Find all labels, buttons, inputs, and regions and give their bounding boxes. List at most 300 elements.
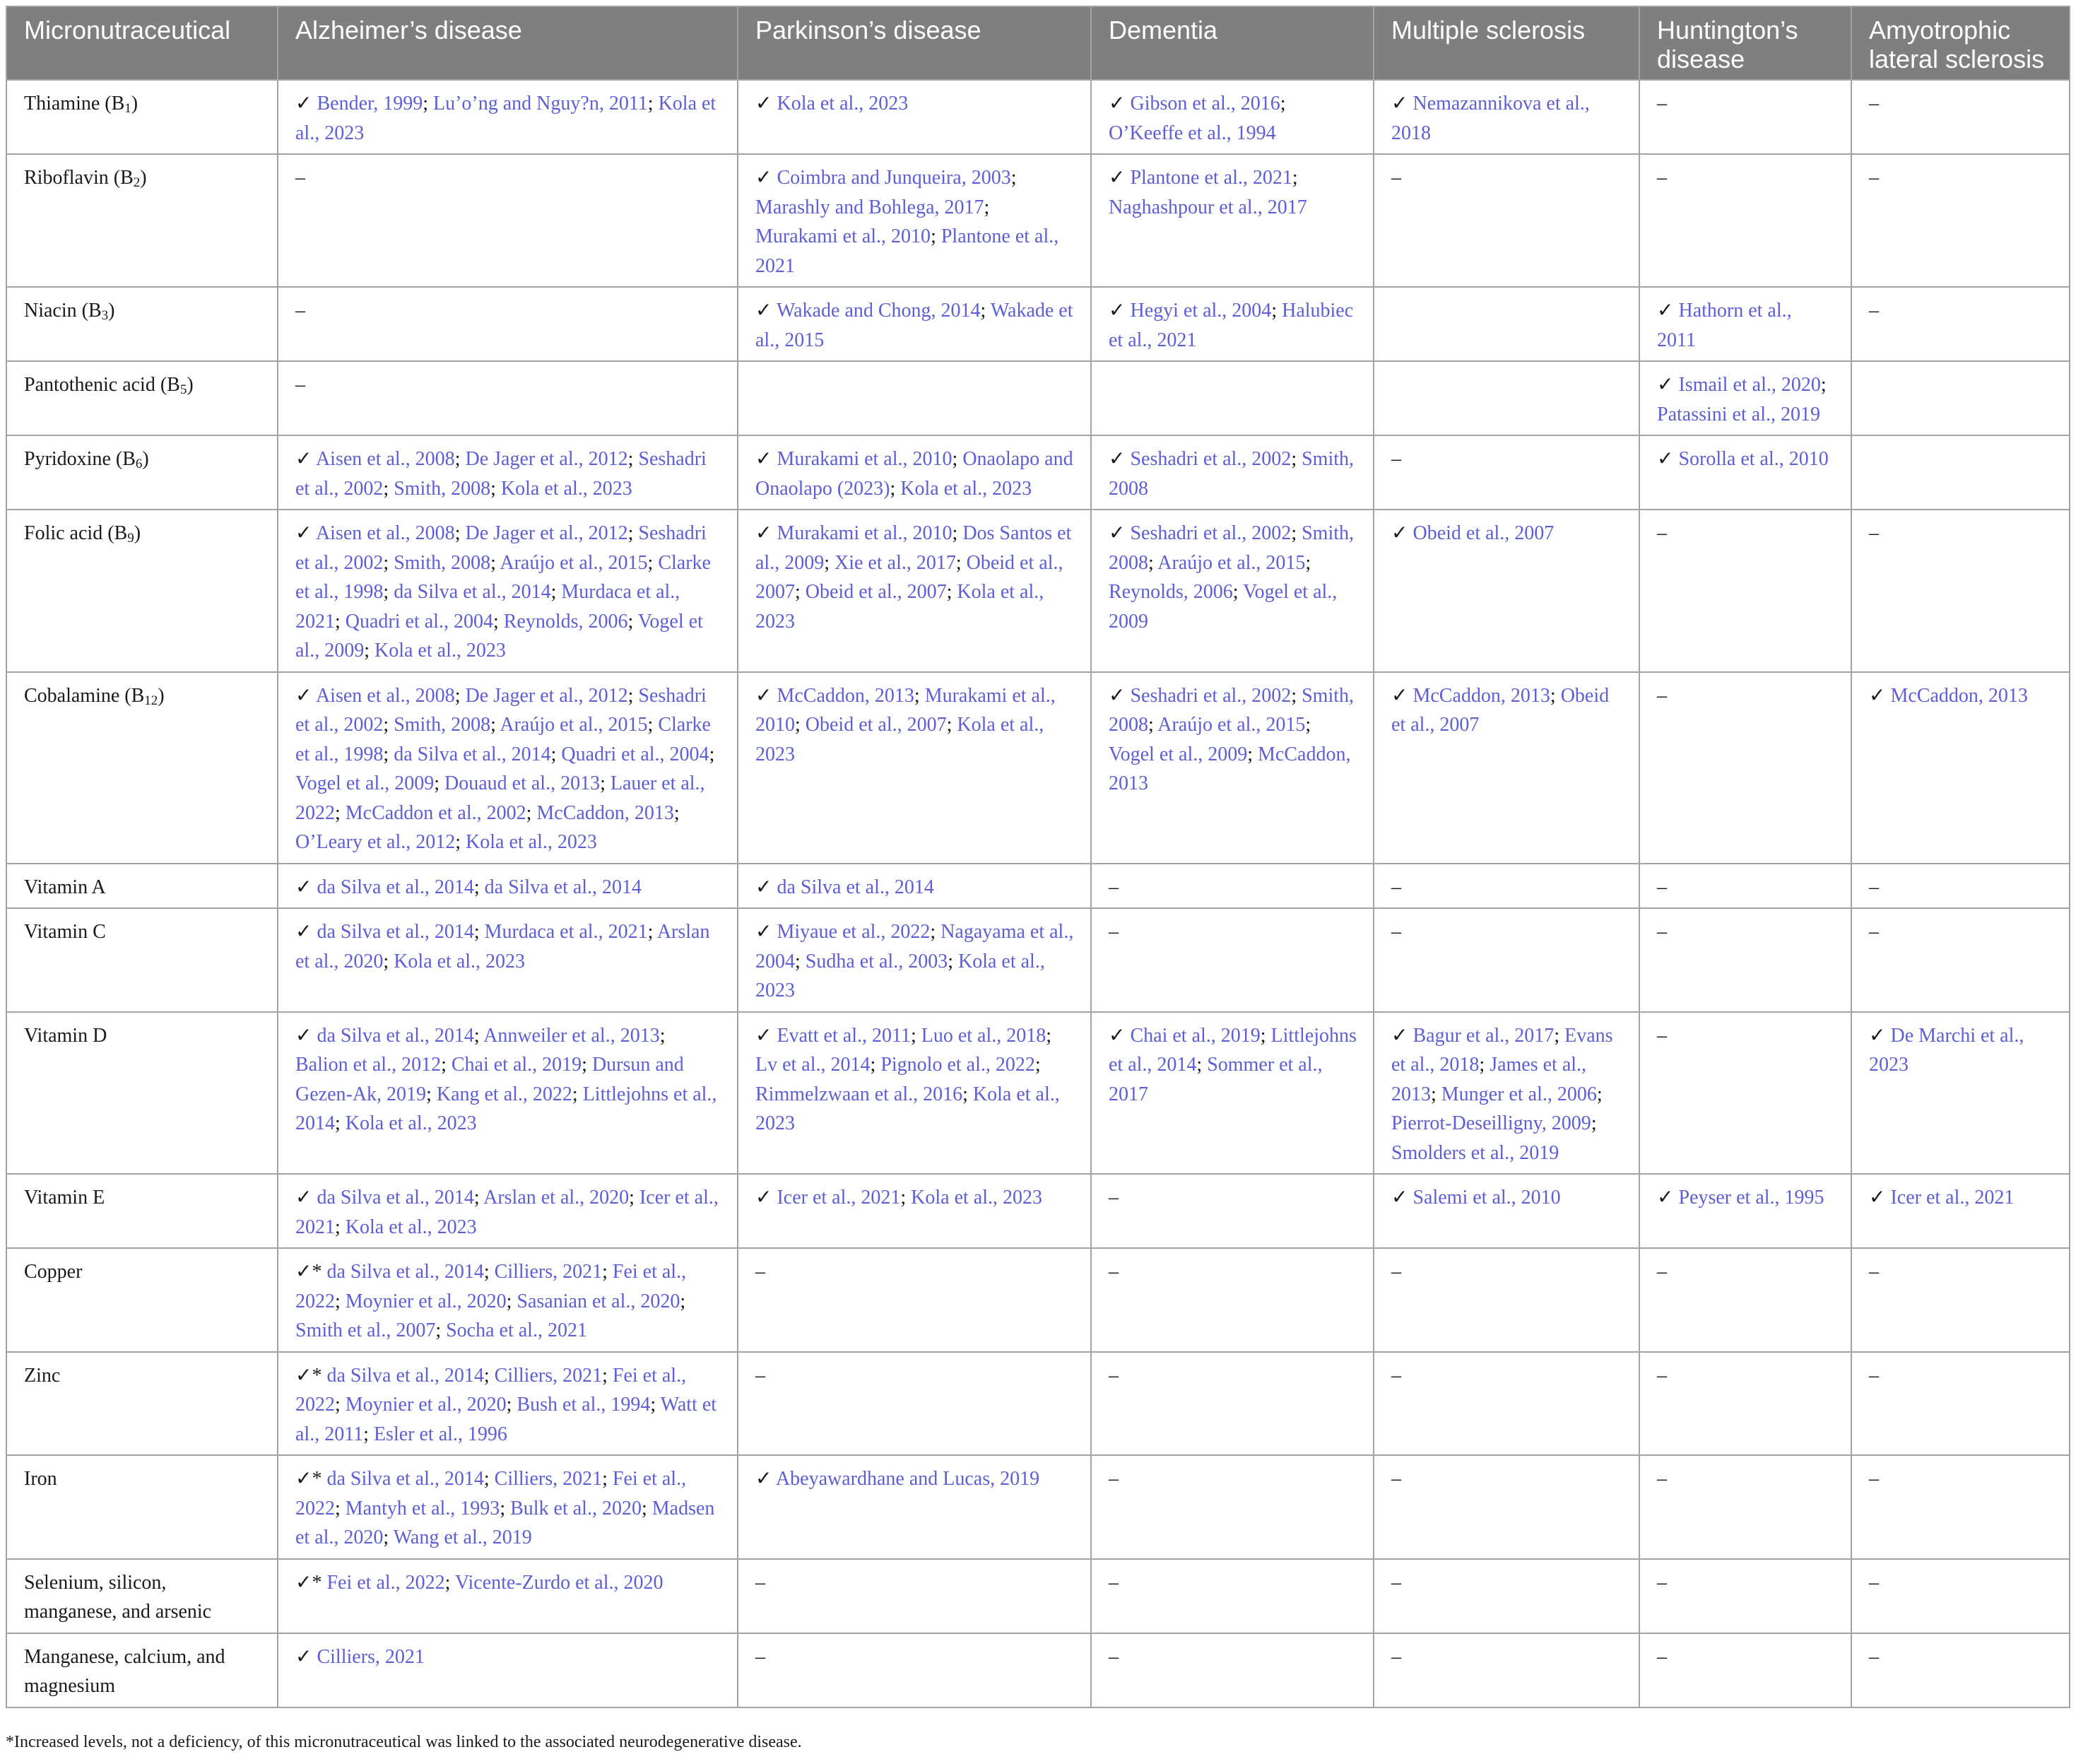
citation-link[interactable]: da Silva et al., 2014	[484, 876, 642, 898]
checkmark: ✓	[755, 300, 772, 322]
checkmark: ✓	[1391, 1187, 1408, 1209]
cell-text: –	[1391, 1645, 1401, 1668]
cell-text: –	[1109, 1364, 1119, 1387]
citation-link[interactable]: De Marchi et al., 2023	[1869, 1024, 2024, 1076]
citation-link[interactable]: Mantyh et al., 1993	[345, 1497, 500, 1519]
table-row	[6, 1633, 2070, 1707]
cell-text: –	[1869, 1364, 1879, 1387]
cell-text: –	[1391, 448, 1401, 470]
citation-link[interactable]: Smith et al., 2007	[295, 1319, 436, 1341]
citation-link[interactable]: Munger et al., 2006	[1441, 1083, 1597, 1105]
evidence-cell	[1851, 1352, 2070, 1456]
evidence-cell	[1374, 435, 1639, 510]
cell-text: –	[1109, 1645, 1119, 1668]
citation-link[interactable]: Kola et al., 2023	[345, 1216, 477, 1238]
citation-link[interactable]: Cilliers, 2021	[494, 1468, 603, 1490]
citation-link[interactable]: Nemazannikova et al., 2018	[1391, 93, 1590, 144]
name-text: Riboflavin (B	[24, 167, 134, 189]
citation-link[interactable]: Moynier et al., 2020	[345, 1290, 507, 1312]
table-row	[6, 510, 2070, 672]
citation-link[interactable]: Pignolo et al., 2022	[880, 1054, 1035, 1076]
evidence-cell	[1851, 672, 2070, 864]
checkmark: ✓	[295, 876, 312, 898]
citation-link[interactable]: da Silva et al., 2014	[326, 1364, 484, 1387]
cell-text: –	[755, 1571, 765, 1594]
evidence-cell	[1374, 154, 1639, 287]
citation-link[interactable]: Salemi et al., 2010	[1412, 1187, 1561, 1209]
evidence-cell: ✓* da Silva et al., 2014; Cilliers, 2021; Fei et al., 2022; Mantyh et al., 1993; Bulk et al., 2020; Madsen et al., 2020; Wang et al., 2019	[278, 1455, 738, 1559]
citation-link[interactable]: Naghashpour et al., 2017	[1109, 196, 1307, 218]
evidence-cell: ✓ Aisen et al., 2008; De Jager et al., 2012; Seshadri et al., 2002; Smith, 2008; Araújo et al., 2015; Clarke et al., 1998; da Silva et al., 2014; Quadri et al., 2004; Vogel et al., 2009; Douaud et al., 2013; Lauer et al., 2022; McCaddon et al., 2002; McCaddon, 2013; O’Leary et al., 2012; Kola et al., 2023	[278, 672, 738, 864]
checkmark: ✓	[1869, 1024, 1886, 1047]
checkmark: ✓	[295, 921, 312, 943]
cell-text: –	[1657, 1261, 1667, 1283]
citation-link[interactable]: Smolders et al., 2019	[1391, 1141, 1559, 1164]
evidence-cell	[278, 287, 738, 361]
cell-text: –	[1391, 1468, 1401, 1490]
cell-text: –	[1657, 876, 1667, 898]
citation-link[interactable]: Araújo et al., 2015	[500, 714, 648, 736]
citation-link[interactable]: Reynolds, 2006	[1109, 581, 1233, 603]
evidence-cell	[1639, 672, 1851, 864]
citation-link[interactable]: Quadri et al., 2004	[561, 743, 709, 765]
name-text: Cobalamine (B	[24, 684, 145, 707]
citation-link[interactable]: Gibson et al., 2016	[1130, 93, 1280, 114]
citation-link[interactable]: Icer et al., 2021	[295, 1187, 719, 1238]
citation-link[interactable]: Araújo et al., 2015	[500, 551, 648, 574]
citation-link[interactable]: Murakami et al., 2010	[755, 225, 931, 247]
evidence-cell: ✓* da Silva et al., 2014; Cilliers, 2021; Fei et al., 2022; Moynier et al., 2020; Sasanian et al., 2020; Smith et al., 2007; Socha et al., 2021	[278, 1248, 738, 1352]
citation-link[interactable]: Cilliers, 2021	[494, 1261, 603, 1283]
checkmark: ✓	[755, 684, 772, 707]
citation-link[interactable]: Marashly and Bohlega, 2017	[755, 196, 984, 218]
table-row	[6, 908, 2070, 1012]
checkmark: ✓	[1109, 167, 1126, 189]
citation-link[interactable]: Patassini et al., 2019	[1657, 403, 1820, 425]
footnote: *Increased levels, not a deficiency, of this micronutraceutical was linked to the associated neurodegenerative disease.	[6, 1733, 802, 1751]
checkmark: ✓	[1657, 1187, 1674, 1209]
cell-text: –	[1109, 1261, 1119, 1283]
citation-link[interactable]: Hegyi et al., 2004	[1130, 300, 1272, 322]
citation-link[interactable]: Clarke et al., 1998	[295, 714, 711, 765]
cell-text: –	[1391, 1364, 1401, 1387]
citation-link[interactable]: O’Leary et al., 2012	[295, 831, 456, 853]
citation-link[interactable]: Wakade et al., 2015	[755, 300, 1073, 351]
checkmark: ✓	[1109, 684, 1126, 707]
cell-text: –	[1869, 1468, 1879, 1490]
citation-link[interactable]: O’Keeffe et al., 1994	[1109, 122, 1276, 144]
name-subscript: 12	[144, 693, 158, 708]
evidence-cell	[1374, 287, 1639, 361]
citation-link[interactable]: Moynier et al., 2020	[345, 1394, 507, 1416]
citation-link[interactable]: Sudha et al., 2003	[805, 950, 948, 972]
citation-link[interactable]: Plantone et al., 2021	[1130, 167, 1292, 189]
citation-link[interactable]: McCaddon, 2013	[1109, 743, 1351, 794]
evidence-cell	[1639, 154, 1851, 287]
column-header: Huntington’s disease	[1639, 6, 1851, 80]
citation-link[interactable]: Dos Santos et al., 2009	[755, 522, 1072, 574]
citation-link[interactable]: McCaddon, 2013	[536, 801, 674, 824]
citation-link[interactable]: De Jager et al., 2012	[465, 684, 628, 707]
citation-link[interactable]: McCaddon, 2013	[777, 684, 914, 707]
citation-link[interactable]: Seshadri et al., 2002	[1130, 522, 1292, 544]
evidence-cell: ✓ da Silva et al., 2014; Arslan et al., 2020; Icer et al., 2021; Kola et al., 2023	[278, 1174, 738, 1248]
citation-link[interactable]: Clarke et al., 1998	[295, 551, 711, 603]
citation-link[interactable]: McCaddon, 2013	[1890, 684, 2028, 707]
name-text: Vitamin A	[24, 876, 106, 898]
citation-link[interactable]: da Silva et al., 2014	[317, 1024, 474, 1047]
citation-link[interactable]: Fei et al., 2022	[326, 1571, 445, 1594]
citation-link[interactable]: Smith, 2008	[1109, 684, 1355, 736]
name-subscript: 1	[124, 101, 131, 116]
citation-link[interactable]: Dursun and Gezen-Ak, 2019	[295, 1054, 684, 1105]
citation-link[interactable]: Pierrot-Deseilligny, 2009	[1391, 1112, 1591, 1134]
micronutraceutical-name	[6, 361, 278, 435]
citation-link[interactable]: Seshadri et al., 2002	[295, 522, 707, 574]
citation-link[interactable]: da Silva et al., 2014	[317, 921, 474, 943]
evidence-cell: ✓ Aisen et al., 2008; De Jager et al., 2012; Seshadri et al., 2002; Smith, 2008; Kola et al., 2023	[278, 435, 738, 510]
citation-link[interactable]: Smith, 2008	[394, 714, 491, 736]
citation-link[interactable]: Kola et al., 2023	[295, 93, 716, 144]
citation-link[interactable]: Araújo et al., 2015	[1157, 551, 1306, 574]
citation-link[interactable]: Evans et al., 2018	[1391, 1024, 1613, 1076]
evidence-cell	[1374, 1455, 1639, 1559]
citation-link[interactable]: Murdaca et al., 2021	[484, 921, 648, 943]
micronutraceutical-name	[6, 1559, 278, 1633]
citation-link[interactable]: Wakade and Chong, 2014	[776, 300, 981, 322]
micronutraceutical-name	[6, 80, 278, 154]
citation-link[interactable]: Murakami et al., 2010	[777, 522, 953, 544]
citation-link[interactable]: Obeid et al., 2007	[805, 581, 947, 603]
citation-link[interactable]: Vogel et al., 2009	[1109, 743, 1248, 765]
citation-link[interactable]: Quadri et al., 2004	[345, 610, 493, 633]
citation-link[interactable]: Madsen et al., 2020	[295, 1497, 715, 1548]
evidence-cell: ✓ Aisen et al., 2008; De Jager et al., 2012; Seshadri et al., 2002; Smith, 2008; Araújo et al., 2015; Clarke et al., 1998; da Silva et al., 2014; Murdaca et al., 2021; Quadri et al., 2004; Reynolds, 2006; Vogel et al., 2009; Kola et al., 2023	[278, 510, 738, 672]
citation-link[interactable]: Arslan et al., 2020	[483, 1187, 630, 1209]
citation-link[interactable]: Smith, 2008	[394, 551, 491, 574]
evidence-cell	[1639, 908, 1851, 1012]
cell-text: –	[1869, 921, 1879, 943]
evidence-cell	[738, 1455, 1091, 1559]
citation-link[interactable]: Lv et al., 2014	[755, 1054, 871, 1076]
citation-link[interactable]: da Silva et al., 2014	[394, 581, 551, 603]
citation-link[interactable]: Luo et al., 2018	[921, 1024, 1046, 1047]
micronutraceutical-name	[6, 864, 278, 909]
citation-link[interactable]: Seshadri et al., 2002	[295, 684, 707, 736]
evidence-cell	[1639, 1559, 1851, 1633]
evidence-cell: ✓ Ismail et al., 2020; Patassini et al., 2019	[1639, 361, 1851, 435]
evidence-cell: ✓ da Silva et al., 2014; Murdaca et al., 2021; Arslan et al., 2020; Kola et al., 2023	[278, 908, 738, 1012]
cell-text: –	[1391, 876, 1401, 898]
citation-link[interactable]: Vicente-Zurdo et al., 2020	[454, 1571, 664, 1594]
citation-link[interactable]: Evatt et al., 2011	[777, 1024, 911, 1047]
citation-link[interactable]: Halubiec et al., 2021	[1109, 300, 1354, 351]
citation-link[interactable]: Bush et al., 1994	[517, 1394, 651, 1416]
evidence-cell	[738, 1248, 1091, 1352]
citation-link[interactable]: Watt et al., 2011	[295, 1394, 717, 1445]
evidence-cell	[738, 1633, 1091, 1707]
citation-link[interactable]: Obeid et al., 2007	[755, 551, 1063, 603]
citation-link[interactable]: Rimmelzwaan et al., 2016	[755, 1083, 963, 1105]
citation-link[interactable]: Reynolds, 2006	[503, 610, 628, 633]
evidence-cell	[1851, 1012, 2070, 1175]
citation-link[interactable]: da Silva et al., 2014	[317, 876, 474, 898]
citation-link[interactable]: Vogel et al., 2009	[295, 610, 703, 662]
citation-link[interactable]: Balion et al., 2012	[295, 1054, 442, 1076]
table-row	[6, 1012, 2070, 1175]
citation-link[interactable]: McCaddon, 2013	[1412, 684, 1550, 707]
citation-link[interactable]: Cilliers, 2021	[317, 1645, 425, 1668]
citation-link[interactable]: Coimbra and Junqueira, 2003	[777, 167, 1011, 189]
citation-link[interactable]: Lu’o’ng and Nguy?n, 2011	[432, 93, 648, 114]
citation-link[interactable]: Fei et al., 2022	[295, 1261, 687, 1312]
evidence-cell	[1851, 908, 2070, 1012]
citation-link[interactable]: Esler et al., 1996	[373, 1423, 507, 1445]
evidence-cell: ✓* da Silva et al., 2014; Cilliers, 2021; Fei et al., 2022; Moynier et al., 2020; Bush et al., 1994; Watt et al., 2011; Esler et al., 1996	[278, 1352, 738, 1456]
evidence-cell	[1851, 864, 2070, 909]
citation-link[interactable]: Smith, 2008	[394, 477, 491, 500]
citation-link[interactable]: Icer et al., 2021	[1890, 1187, 2015, 1209]
checkmark: ✓	[1657, 374, 1674, 396]
citation-link[interactable]: Smith, 2008	[1109, 522, 1355, 574]
citation-link[interactable]: Bagur et al., 2017	[1412, 1024, 1555, 1047]
citation-link[interactable]: da Silva et al., 2014	[326, 1468, 484, 1490]
evidence-cell: ✓ Miyaue et al., 2022; Nagayama et al., 2004; Sudha et al., 2003; Kola et al., 2023	[738, 908, 1091, 1012]
micronutraceutical-name	[6, 510, 278, 672]
citation-link[interactable]: Chai et al., 2019	[451, 1054, 582, 1076]
evidence-cell	[1639, 864, 1851, 909]
citation-link[interactable]: Murdaca et al., 2021	[295, 581, 680, 633]
citation-link[interactable]: Miyaue et al., 2022	[777, 921, 931, 943]
evidence-cell	[1639, 1352, 1851, 1456]
citation-link[interactable]: da Silva et al., 2014	[317, 1187, 474, 1209]
name-text: Pantothenic acid (B	[24, 374, 180, 396]
citation-link[interactable]: Vogel et al., 2009	[295, 772, 435, 794]
cell-text: –	[755, 1645, 765, 1668]
checkmark: ✓	[1109, 522, 1126, 544]
table-row	[6, 1352, 2070, 1456]
citation-link[interactable]: Onaolapo and Onaolapo (2023)	[755, 448, 1073, 500]
citation-link[interactable]: Littlejohns et al., 2014	[1109, 1024, 1357, 1076]
table-row	[6, 864, 2070, 909]
checkmark: ✓	[755, 1468, 772, 1490]
citation-link[interactable]: Murakami et al., 2010	[777, 448, 953, 470]
evidence-cell: ✓ Coimbra and Junqueira, 2003; Marashly and Bohlega, 2017; Murakami et al., 2010; Plantone et al., 2021	[738, 154, 1091, 287]
citation-link[interactable]: Vogel et al., 2009	[1109, 581, 1338, 633]
evidence-cell	[1374, 1559, 1639, 1633]
column-header: Alzheimer’s disease	[278, 6, 738, 80]
evidence-cell	[1091, 1559, 1374, 1633]
evidence-cell	[1639, 1633, 1851, 1707]
citation-link[interactable]: Plantone et al., 2021	[755, 225, 1059, 277]
evidence-cell	[1374, 1352, 1639, 1456]
citation-link[interactable]: Douaud et al., 2013	[444, 772, 601, 794]
cell-text: –	[295, 300, 305, 322]
cell-text: –	[1109, 1571, 1119, 1594]
name-text: Vitamin E	[24, 1187, 105, 1209]
citation-link[interactable]: Sommer et al., 2017	[1109, 1054, 1323, 1105]
citation-link[interactable]: Seshadri et al., 2002	[1130, 448, 1292, 470]
evidence-cell: ✓ Murakami et al., 2010; Onaolapo and Onaolapo (2023); Kola et al., 2023	[738, 435, 1091, 510]
citation-link[interactable]: Seshadri et al., 2002	[295, 448, 707, 500]
citation-link[interactable]: Kola et al., 2023	[911, 1187, 1043, 1209]
column-header: Parkinson’s disease	[738, 6, 1091, 80]
evidence-cell: ✓ Seshadri et al., 2002; Smith, 2008; Araújo et al., 2015; Vogel et al., 2009; McCaddon, 2013	[1091, 672, 1374, 864]
citation-link[interactable]: Abeyawardhane and Lucas, 2019	[775, 1468, 1040, 1490]
name-close: )	[131, 93, 138, 114]
name-subscript: 9	[127, 531, 134, 546]
citation-link[interactable]: Ismail et al., 2020	[1678, 374, 1821, 396]
evidence-cell	[1091, 1455, 1374, 1559]
citation-link[interactable]: Kola et al., 2023	[466, 831, 597, 853]
citation-link[interactable]: Peyser et al., 1995	[1678, 1187, 1824, 1209]
cell-text: –	[1657, 684, 1667, 707]
citation-link[interactable]: Kola et al., 2023	[394, 950, 526, 972]
checkmark: ✓	[295, 1645, 312, 1668]
cell-text: –	[1657, 1364, 1667, 1387]
cell-text: –	[1109, 1468, 1119, 1490]
micronutraceutical-table	[6, 6, 2070, 1708]
citation-link[interactable]: Seshadri et al., 2002	[1130, 684, 1292, 707]
citation-link[interactable]: Kola et al., 2023	[500, 477, 632, 500]
citation-link[interactable]: James et al., 2013	[1391, 1054, 1587, 1105]
checkmark: ✓	[755, 1187, 772, 1209]
citation-link[interactable]: Obeid et al., 2007	[1391, 684, 1610, 736]
micronutraceutical-name	[6, 1455, 278, 1559]
evidence-cell	[1091, 1248, 1374, 1352]
citation-link[interactable]: Icer et al., 2021	[777, 1187, 901, 1209]
citation-link[interactable]: da Silva et al., 2014	[394, 743, 551, 765]
evidence-cell	[1851, 1633, 2070, 1707]
evidence-cell	[1091, 361, 1374, 435]
table-row	[6, 1248, 2070, 1352]
citation-link[interactable]: Xie et al., 2017	[834, 551, 956, 574]
checkmark: ✓	[755, 921, 772, 943]
citation-link[interactable]: Kang et al., 2022	[436, 1083, 572, 1105]
citation-link[interactable]: Kola et al., 2023	[755, 581, 1044, 633]
cell-text: –	[1869, 1261, 1879, 1283]
name-text: Folic acid (B	[24, 522, 128, 544]
citation-link[interactable]: Aisen et al., 2008	[315, 522, 455, 544]
citation-link[interactable]: Cilliers, 2021	[494, 1364, 603, 1387]
table-row	[6, 1559, 2070, 1633]
citation-link[interactable]: da Silva et al., 2014	[777, 876, 934, 898]
citation-link[interactable]: Kola et al., 2023	[777, 93, 909, 114]
citation-link[interactable]: Smith, 2008	[1109, 448, 1355, 500]
name-subscript: 6	[135, 457, 143, 471]
citation-link[interactable]: Lauer et al., 2022	[295, 772, 705, 824]
evidence-cell	[1091, 864, 1374, 909]
cell-text: –	[1869, 167, 1879, 189]
evidence-cell	[1639, 1012, 1851, 1175]
citation-link[interactable]: Nagayama et al., 2004	[755, 921, 1074, 972]
citation-link[interactable]: Hathorn et al., 2011	[1657, 300, 1792, 351]
cell-text: –	[1657, 1645, 1667, 1668]
cell-text: –	[1391, 1571, 1401, 1594]
evidence-cell	[1374, 361, 1639, 435]
citation-link[interactable]: Obeid et al., 2007	[1412, 522, 1555, 544]
evidence-cell	[278, 1633, 738, 1707]
table-row	[6, 80, 2070, 154]
checkmark: ✓	[1109, 448, 1126, 470]
cell-text: –	[1869, 93, 1879, 114]
citation-link[interactable]: da Silva et al., 2014	[326, 1261, 484, 1283]
citation-link[interactable]: Bulk et al., 2020	[510, 1497, 642, 1519]
name-text: Copper	[24, 1261, 83, 1283]
citation-link[interactable]: Kola et al., 2023	[755, 1083, 1060, 1134]
table-row	[6, 287, 2070, 361]
evidence-cell: ✓ Bagur et al., 2017; Evans et al., 2018; James et al., 2013; Munger et al., 2006; Pierrot-Deseilligny, 2009; Smolders et al., 2019	[1374, 1012, 1639, 1175]
citation-link[interactable]: Araújo et al., 2015	[1157, 714, 1306, 736]
evidence-cell	[1374, 1248, 1639, 1352]
table-row	[6, 154, 2070, 287]
evidence-cell	[1639, 80, 1851, 154]
citation-link[interactable]: Kola et al., 2023	[900, 477, 1032, 500]
citation-link[interactable]: Sasanian et al., 2020	[517, 1290, 680, 1312]
column-header: Multiple sclerosis	[1374, 6, 1639, 80]
checkmark: ✓	[1869, 684, 1886, 707]
citation-link[interactable]: Arslan et al., 2020	[295, 921, 710, 972]
evidence-cell	[1374, 80, 1639, 154]
citation-link[interactable]: Sorolla et al., 2010	[1678, 448, 1829, 470]
citation-link[interactable]: Fei et al., 2022	[295, 1468, 687, 1519]
evidence-cell	[1851, 510, 2070, 672]
citation-link[interactable]: Fei et al., 2022	[295, 1364, 687, 1416]
checkmark: ✓	[755, 93, 772, 114]
cell-text: –	[1109, 1187, 1119, 1209]
citation-link[interactable]: Kola et al., 2023	[755, 950, 1045, 1001]
citation-link[interactable]: McCaddon et al., 2002	[345, 801, 526, 824]
name-text: Vitamin D	[24, 1024, 107, 1047]
micronutraceutical-name	[6, 672, 278, 864]
evidence-cell	[738, 1559, 1091, 1633]
citation-link[interactable]: Wang et al., 2019	[393, 1527, 532, 1548]
evidence-cell	[1374, 510, 1639, 672]
evidence-cell: ✓ Seshadri et al., 2002; Smith, 2008; Araújo et al., 2015; Reynolds, 2006; Vogel et al., 2009	[1091, 510, 1374, 672]
name-text: Manganese, calcium, and magnesium	[24, 1645, 225, 1697]
citation-link[interactable]: Littlejohns et al., 2014	[295, 1083, 717, 1134]
evidence-cell: ✓ Gibson et al., 2016; O’Keeffe et al., 1994	[1091, 80, 1374, 154]
citation-link[interactable]: Chai et al., 2019	[1130, 1024, 1261, 1047]
name-close: )	[140, 167, 147, 189]
citation-link[interactable]: Annweiler et al., 2013	[483, 1024, 660, 1047]
evidence-cell: ✓ Seshadri et al., 2002; Smith, 2008	[1091, 435, 1374, 510]
evidence-cell	[1851, 1248, 2070, 1352]
citation-link[interactable]: De Jager et al., 2012	[465, 448, 628, 470]
citation-link[interactable]: Bender, 1999	[317, 93, 423, 114]
citation-link[interactable]: Socha et al., 2021	[446, 1319, 587, 1341]
citation-link[interactable]: De Jager et al., 2012	[465, 522, 628, 544]
citation-link[interactable]: Murakami et al., 2010	[755, 684, 1056, 736]
citation-link[interactable]: Aisen et al., 2008	[315, 448, 455, 470]
checkmark: ✓	[755, 448, 772, 470]
cell-text: –	[755, 1261, 765, 1283]
citation-link[interactable]: Obeid et al., 2007	[805, 714, 947, 736]
evidence-cell: ✓ McCaddon, 2013; Murakami et al., 2010; Obeid et al., 2007; Kola et al., 2023	[738, 672, 1091, 864]
cell-text: –	[1109, 876, 1119, 898]
citation-link[interactable]: Kola et al., 2023	[755, 714, 1044, 765]
checkmark: ✓	[1391, 93, 1408, 114]
evidence-cell: ✓ Icer et al., 2021; Kola et al., 2023	[738, 1174, 1091, 1248]
citation-link[interactable]: Kola et al., 2023	[374, 640, 506, 662]
citation-link[interactable]: Kola et al., 2023	[345, 1112, 477, 1134]
micronutraceutical-name	[6, 1012, 278, 1175]
checkmark: ✓	[1109, 93, 1126, 114]
evidence-cell	[738, 864, 1091, 909]
citation-link[interactable]: Aisen et al., 2008	[315, 684, 455, 707]
evidence-cell	[1851, 287, 2070, 361]
checkmark: ✓	[295, 1024, 312, 1047]
